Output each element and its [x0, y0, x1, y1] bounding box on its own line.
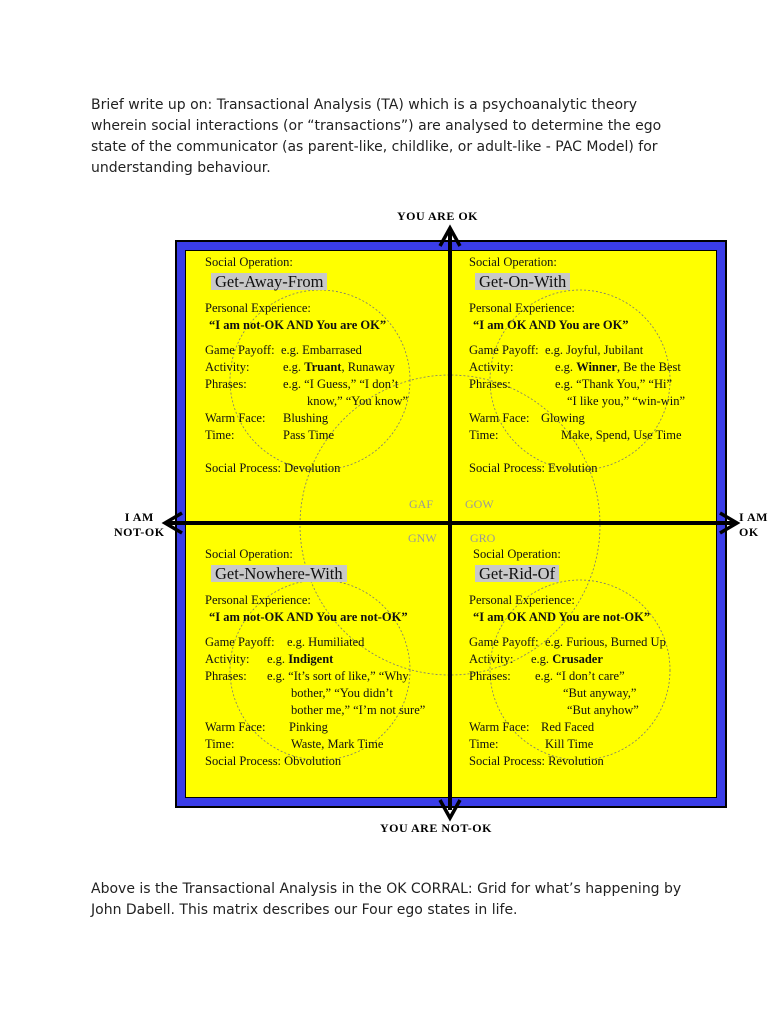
- time-label: Time:: [469, 428, 499, 442]
- experience-label: Personal Experience:: [205, 301, 311, 315]
- phrases-line1: e.g. “It’s sort of like,” “Why: [267, 669, 409, 683]
- phrases-line3: bother me,” “I’m not sure”: [291, 703, 426, 717]
- payoff-label: Game Payoff:: [469, 635, 539, 649]
- payoff-label: Game Payoff:: [205, 635, 275, 649]
- activity-label: Activity:: [205, 360, 250, 374]
- payoff-value: e.g. Furious, Burned Up: [545, 635, 666, 649]
- outro-paragraph: Above is the Transactional Analysis in the OK CORRAL: Grid for what’s happening by John Dabell. This matrix describes our Four ego states in life.: [91, 881, 682, 918]
- experience-label: Personal Experience:: [205, 593, 311, 607]
- code-gnw: GNW: [408, 531, 437, 545]
- social-process: Social Process: Revolution: [469, 754, 604, 768]
- phrases-line2: “I like you,” “win-win”: [567, 394, 686, 408]
- axis-left-line1: I AM: [124, 510, 154, 524]
- axis-right-line1: I AM: [739, 510, 768, 524]
- social-op-label: Social Operation:: [205, 547, 293, 561]
- social-process: Social Process: Obvolution: [205, 754, 342, 768]
- phrases-line1: e.g. “I don’t care”: [535, 669, 625, 683]
- phrases-line2: “But anyway,”: [563, 686, 637, 700]
- face-value: Red Faced: [541, 720, 595, 734]
- activity-label: Activity:: [469, 652, 514, 666]
- axis-label-top: YOU ARE OK: [397, 209, 479, 223]
- experience-label: Personal Experience:: [469, 301, 575, 315]
- face-label: Warm Face:: [469, 411, 530, 425]
- time-label: Time:: [469, 737, 499, 751]
- social-op-title: Get-On-With: [475, 273, 570, 290]
- face-label: Warm Face:: [205, 411, 266, 425]
- experience-quote: “I am not-OK AND You are OK”: [209, 318, 387, 332]
- axis-label-left: [114, 510, 165, 540]
- quadrant-bottom-right: [469, 546, 666, 770]
- phrases-line2: bother,” “You didn’t: [291, 686, 393, 700]
- experience-quote: “I am not-OK AND You are not-OK”: [209, 610, 408, 624]
- social-op-label: Social Operation:: [205, 255, 293, 269]
- quadrant-top-right: [469, 254, 685, 477]
- phrases-label: Phrases:: [205, 377, 247, 391]
- axis-label-bottom: YOU ARE NOT-OK: [380, 821, 492, 835]
- axis-left-line2: NOT-OK: [114, 525, 165, 539]
- face-label: Warm Face:: [469, 720, 530, 734]
- face-label: Warm Face:: [205, 720, 266, 734]
- payoff-label: Game Payoff:: [205, 343, 275, 357]
- phrases-line3: “But anyhow”: [567, 703, 639, 717]
- code-gro: GRO: [470, 531, 496, 545]
- time-value: Kill Time: [545, 737, 594, 751]
- time-label: Time:: [205, 737, 235, 751]
- social-process: Social Process: Devolution: [205, 461, 341, 475]
- phrases-label: Phrases:: [469, 669, 511, 683]
- time-value: Make, Spend, Use Time: [561, 428, 682, 442]
- activity-eg: e.g.: [267, 652, 286, 666]
- axis-label-right: [739, 510, 768, 540]
- code-gow: GOW: [465, 497, 494, 511]
- social-op-label: Social Operation:: [473, 547, 561, 561]
- experience-label: Personal Experience:: [469, 593, 575, 607]
- phrases-label: Phrases:: [205, 669, 247, 683]
- face-value: Glowing: [541, 411, 585, 425]
- phrases-label: Phrases:: [469, 377, 511, 391]
- activity-bold: Winner: [576, 360, 617, 374]
- experience-quote: “I am OK AND You are OK”: [473, 318, 629, 332]
- intro-paragraph: Brief write up on: Transactional Analysis (TA) which is a psychoanalytic theory wherein social interactions (or “transactions”) are analysed to determine the ego state of the communicator (as parent-like, childlike, or adult-like - PAC Model) for understanding behaviour.: [91, 97, 662, 176]
- activity-eg: e.g.: [555, 360, 574, 374]
- experience-quote: “I am OK AND You are not-OK”: [473, 610, 651, 624]
- activity-eg: e.g.: [531, 652, 550, 666]
- quadrant-bottom-left: [205, 546, 425, 770]
- payoff-value: e.g. Joyful, Jubilant: [545, 343, 644, 357]
- phrases-line1: e.g. “I Guess,” “I don’t: [283, 377, 399, 391]
- social-op-title: Get-Away-From: [211, 273, 327, 290]
- social-op-label: Social Operation:: [469, 255, 557, 269]
- activity-label: Activity:: [469, 360, 514, 374]
- payoff-value: e.g. Humiliated: [287, 635, 365, 649]
- time-value: Pass Time: [283, 428, 335, 442]
- activity-rest: , Be the Best: [616, 360, 681, 374]
- quadrant-top-left: [205, 254, 408, 477]
- face-value: Blushing: [283, 411, 329, 425]
- activity-label: Activity:: [205, 652, 250, 666]
- activity-bold: Indigent: [288, 652, 334, 666]
- activity-eg: e.g.: [283, 360, 302, 374]
- code-gaf: GAF: [409, 497, 434, 511]
- social-op-title: Get-Nowhere-With: [211, 565, 347, 582]
- axis-right-line2: OK: [739, 525, 759, 539]
- activity-rest: , Runaway: [341, 360, 395, 374]
- social-op-title: Get-Rid-Of: [475, 565, 559, 582]
- payoff-value: e.g. Embarrased: [281, 343, 362, 357]
- phrases-line1: e.g. “Thank You,” “Hi”: [555, 377, 672, 391]
- time-label: Time:: [205, 428, 235, 442]
- payoff-label: Game Payoff:: [469, 343, 539, 357]
- activity-bold: Crusader: [552, 652, 603, 666]
- social-process: Social Process: Evolution: [469, 461, 598, 475]
- activity-bold: Truant: [304, 360, 342, 374]
- phrases-line2: know,” “You know”: [307, 394, 409, 408]
- time-value: Waste, Mark Time: [291, 737, 384, 751]
- face-value: Pinking: [289, 720, 328, 734]
